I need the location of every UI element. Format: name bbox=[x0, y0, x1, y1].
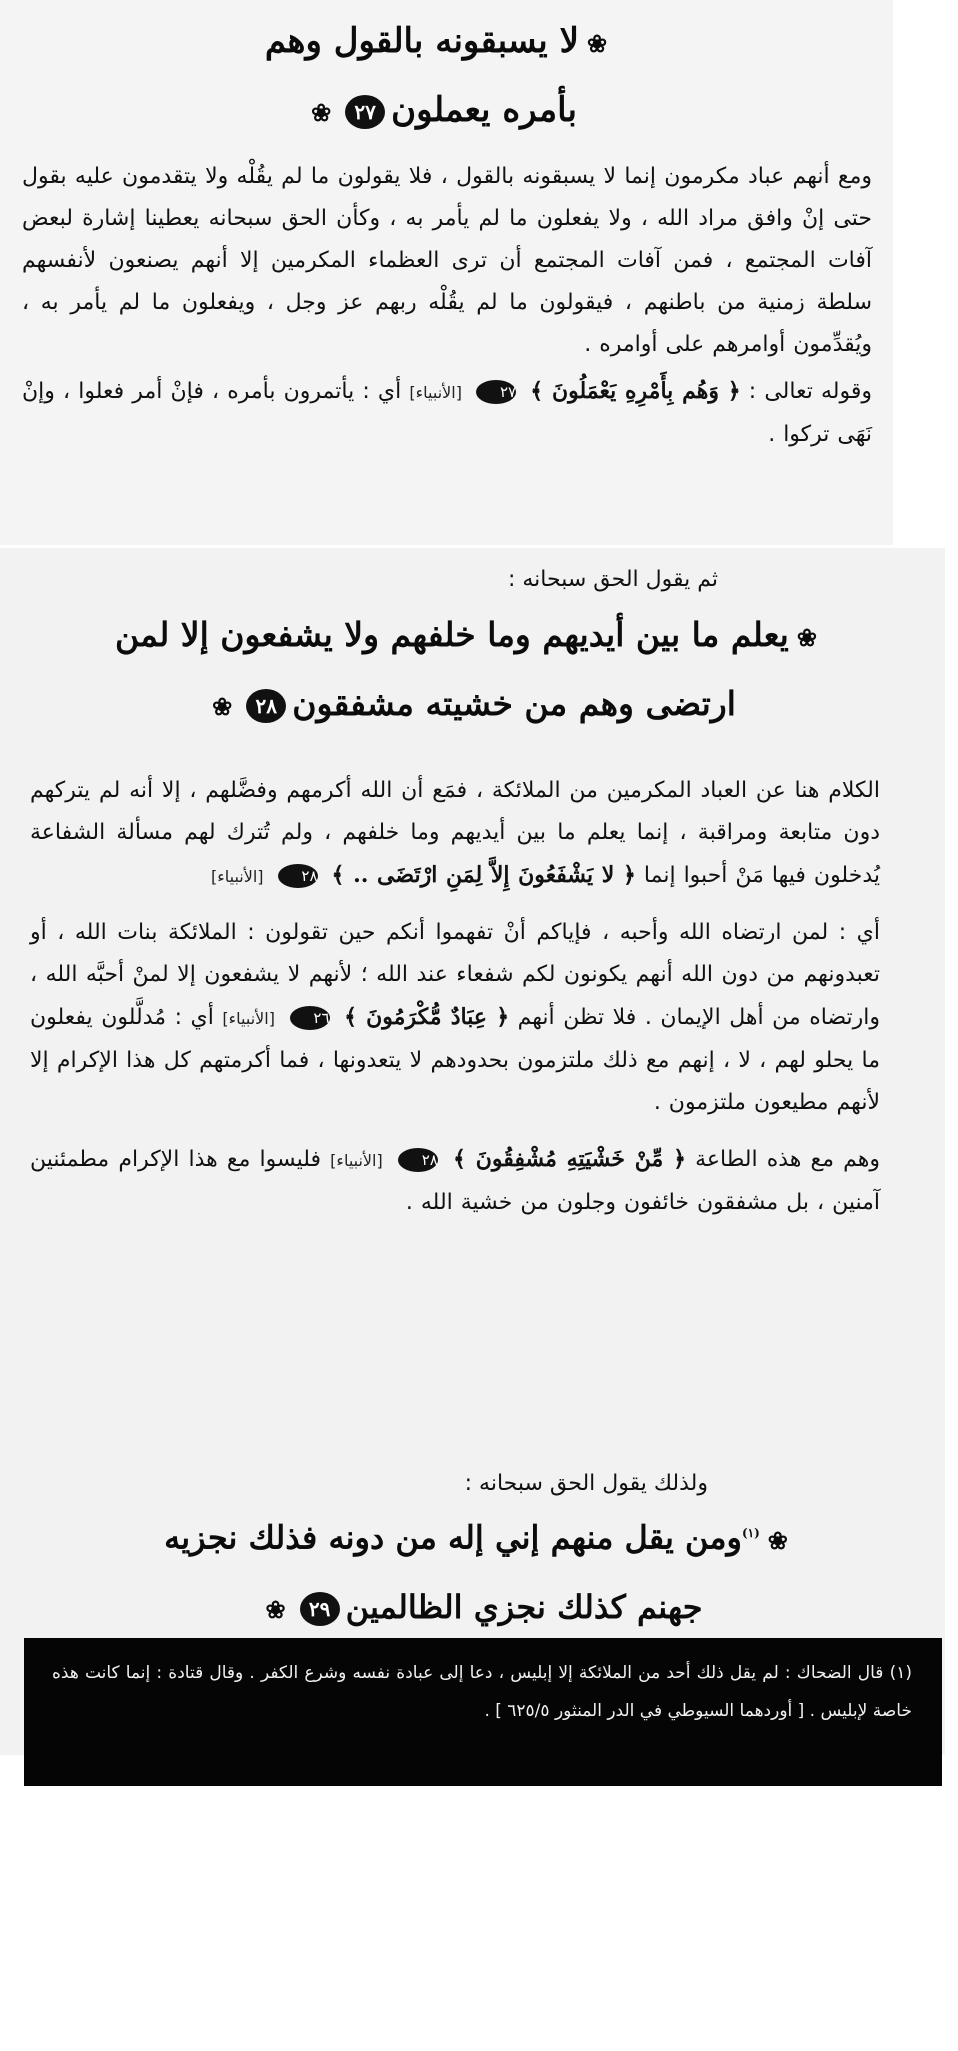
quran-quote: ﴿ وَهُم بِأَمْرِهِ يَعْمَلُونَ ﴾ bbox=[530, 378, 741, 404]
verse-29-line-1: ❀$^{(١)}$ومن يقل منهم إني إله من دونه فذلك نجزيه bbox=[164, 1518, 788, 1557]
quran-quote: ﴿ عِبَادٌ مُّكْرَمُونَ ﴾ bbox=[344, 1004, 510, 1030]
paragraph: الكلام هنا عن العباد المكرمين من الملائكة ، فمَع أن الله أكرمهم وفضَّلهم ، إلا أنه لم يتركهم دون متابعة ومراقبة ، إنما يعلم ما بين أيديهم وما خلفهم ، ولم تُترك لهم مسألة الشفاعة يُدخلون فيها مَنْ أحبوا إنما ﴿ لا يَشْفَعُونَ إِلاَّ لِمَنِ ارْتَضَى .. ﴾ ٢٨ [الأنبياء] bbox=[30, 778, 880, 888]
footnote-text: (١) قال الضحاك : لم يقل ذلك أحد من الملائكة إلا إبليس ، دعا إلى عبادة نفسه وشرع الكفر . وقال قتادة : إنما كانت هذه خاصة لإبليس . [ أوردهما السيوطي في الدر المنثور ٦٢٥/٥ ] . bbox=[52, 1663, 912, 1721]
quran-quote: ﴿ مِّنْ خَشْيَتِهِ مُشْفِقُونَ ﴾ bbox=[453, 1146, 686, 1172]
quran-quote: ﴿ لا يَشْفَعُونَ إِلاَّ لِمَنِ ارْتَضَى .. ﴾ bbox=[331, 862, 636, 888]
paragraph: ومع أنهم عباد مكرمون إنما لا يسبقونه بالقول ، فلا يقولون ما لم يقُلْه ولا يتقدمون عليه بقول حتى إنْ وافق مراد الله ، ولا يفعلون ما لم يأمر به ، وكأن الحق سبحانه يعطينا إشارة لبعض آفات المجتمع ، فمن آفات المجتمع أن ترى العظماء المكرمين إلا أنهم يصنعون لأنفسهم سلطة زمنية من باطنهم ، فيقولون ما لم يقُلْه ربهم عز وجل ، ويفعلون ما لم يأمر به ، ويُقدِّمون أوامرهم على أوامره . bbox=[22, 164, 872, 357]
footnote-box bbox=[24, 1638, 942, 1786]
verse-28 bbox=[20, 602, 920, 740]
verse-number-badge: ٢٧ bbox=[345, 95, 385, 129]
verse-27-line-2: بأمره يعملون٢٧❀ bbox=[311, 90, 577, 130]
verse-number-badge: ٢٧ bbox=[476, 380, 516, 404]
verse-28-line-2: ارتضى وهم من خشيته مشفقون٢٨❀ bbox=[212, 684, 736, 723]
verse-28-line-1: ❀يعلم ما بين أيديهم وما خلفهم ولا يشفعون إلا لمن bbox=[115, 615, 817, 654]
verse-number-badge: ٢٦ bbox=[290, 1006, 330, 1030]
verse-29-line-2: جهنم كذلك نجزي الظالمين٢٩❀ bbox=[265, 1587, 703, 1626]
ornament-icon: ❀ bbox=[212, 692, 233, 721]
paragraph: وقوله تعالى : ﴿ وَهُم بِأَمْرِهِ يَعْمَلُونَ ﴾ ٢٧ [الأنبياء] أي : يأتمرون بأمره ، فإنْ أمر فعلوا ، وإنْ نَهَى تركوا . bbox=[22, 378, 872, 447]
ornament-icon: ❀ bbox=[796, 623, 817, 652]
ornament-icon: ❀ bbox=[311, 98, 332, 127]
verse-number-badge: ٢٨ bbox=[278, 864, 318, 888]
verse-number-badge: ٢٨ bbox=[398, 1148, 438, 1172]
intro-verse-28: ثم يقول الحق سبحانه : bbox=[507, 567, 718, 592]
surah-reference: [الأنبياء] bbox=[409, 383, 462, 402]
verse-27 bbox=[180, 8, 700, 146]
ornament-icon: ❀ bbox=[586, 29, 608, 58]
commentary-verse-27 bbox=[22, 156, 872, 456]
verse-number-badge: ٢٩ bbox=[300, 1592, 340, 1626]
paragraph: أي : لمن ارتضاه الله وأحبه ، فإياكم أنْ تفهموا أنكم حين تقولون : الملائكة بنات الله ، أو تعبدونهم من دون الله أنهم يكونون لكم شفعاء عند الله ؛ لأنهم لا يشفعون إلا لمنْ أحبَّه الله ، وارتضاه من أهل الإيمان . فلا تظن أنهم ﴿ عِبَادٌ مُّكْرَمُونَ ﴾ ٢٦ [الأنبياء] أي : مُدلَّلون يفعلون ما يحلو لهم ، لا ، إنهم مع ذلك ملتزمون بحدودهم لا يتعدونها ، فما أكرمتهم كل هذا الإكرام إلا لأنهم مطيعون ملتزمون . bbox=[30, 920, 881, 1115]
verse-29 bbox=[120, 1500, 840, 1643]
verse-number-badge: ٢٨ bbox=[246, 689, 286, 723]
surah-reference: [الأنبياء] bbox=[210, 867, 264, 886]
ornament-icon: ❀ bbox=[767, 1525, 788, 1555]
verse-27-line-1: ❀لا يسبقونه بالقول وهم bbox=[264, 21, 608, 61]
commentary-verse-28 bbox=[30, 770, 880, 1224]
surah-reference: [الأنبياء] bbox=[330, 1151, 383, 1170]
paragraph: وهم مع هذه الطاعة ﴿ مِّنْ خَشْيَتِهِ مُشْفِقُونَ ﴾ ٢٨ [الأنبياء] فليسوا مع هذا الإكرام مطمئنين آمنين ، بل مشفقون خائفون وجلون من خشية الله . bbox=[30, 1146, 881, 1215]
intro-verse-29: ولذلك يقول الحق سبحانه : bbox=[464, 1471, 708, 1496]
footnote-marker: (١) bbox=[741, 1526, 760, 1540]
ornament-icon: ❀ bbox=[265, 1594, 286, 1624]
surah-reference: [الأنبياء] bbox=[222, 1009, 275, 1028]
